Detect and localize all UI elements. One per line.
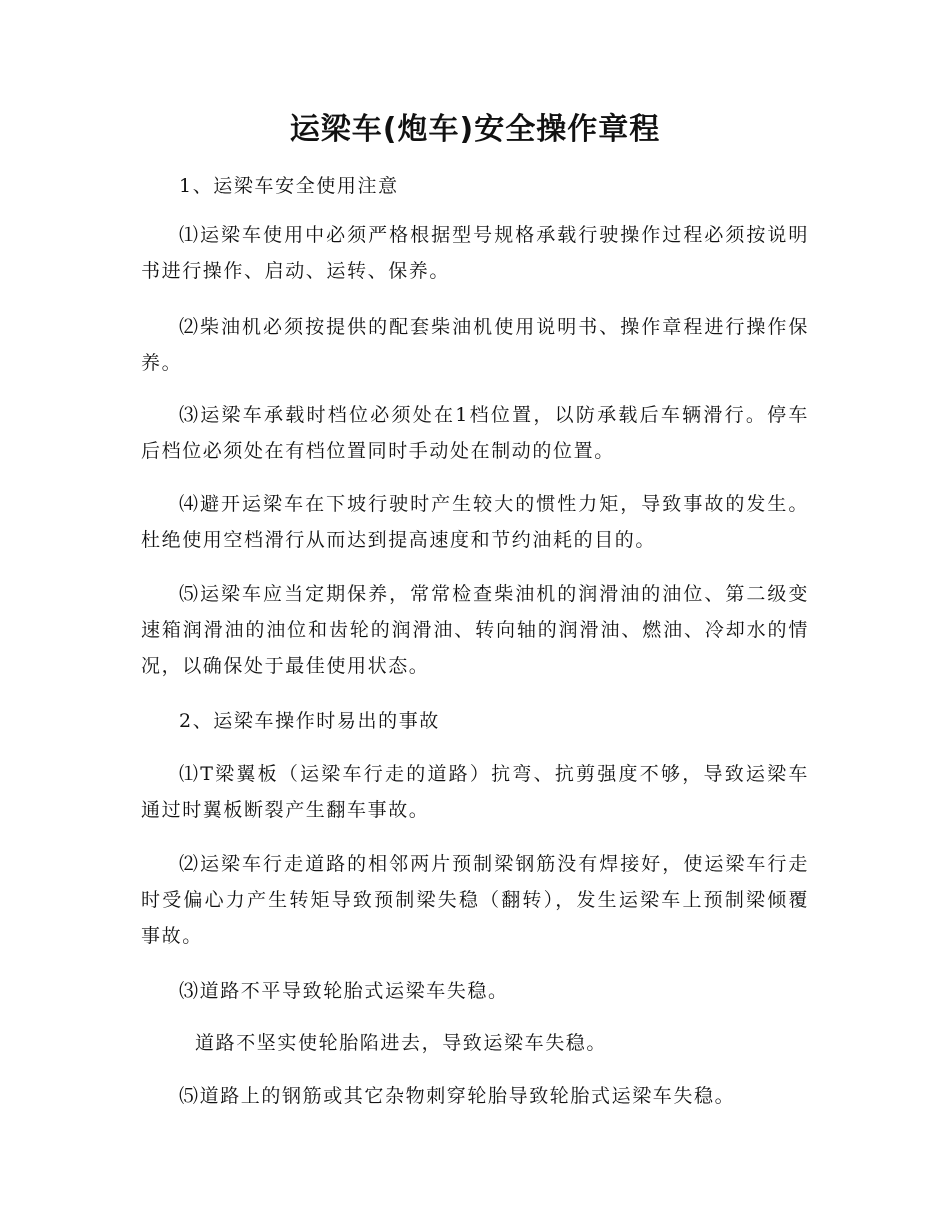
paragraph-1-1: ⑴运梁车使用中必须严格根据型号规格承载行驶操作过程必须按说明书进行操作、启动、运转、保养。 xyxy=(141,224,809,282)
document-title: 运梁车(炮车)安全操作章程 xyxy=(289,112,661,147)
paragraph-1-5: ⑸运梁车应当定期保养，常常检查柴油机的润滑油的油位、第二级变速箱润滑油的油位和齿轮的润滑油、转向轴的润滑油、燃油、冷却水的情况，以确保处于最佳使用状态。 xyxy=(141,583,809,677)
paragraph-1-3: ⑶运梁车承载时档位必须处在1档位置，以防承载后车辆滑行。停车后档位必须处在有档位置同时手动处在制动的位置。 xyxy=(141,404,809,462)
paragraph-2-2: ⑵运梁车行走道路的相邻两片预制梁钢筋没有焊接好，使运梁车行走时受偏心力产生转矩导致预制梁失稳（翻转），发生运梁车上预制梁倾覆事故。 xyxy=(141,853,809,947)
section-heading-2: 2、运梁车操作时易出的事故 xyxy=(179,710,440,732)
paragraph-1-2: ⑵柴油机必须按提供的配套柴油机使用说明书、操作章程进行操作保养。 xyxy=(141,316,809,374)
paragraph-2-5: ⑸道路上的钢筋或其它杂物刺穿轮胎导致轮胎式运梁车失稳。 xyxy=(179,1085,736,1107)
section-heading-1: 1、运梁车安全使用注意 xyxy=(179,175,399,197)
paragraph-2-3: ⑶道路不平导致轮胎式运梁车失稳。 xyxy=(179,980,509,1002)
paragraph-2-1: ⑴T梁翼板（运梁车行走的道路）抗弯、抗剪强度不够，导致运梁车通过时翼板断裂产生翻车事故。 xyxy=(141,763,809,821)
paragraph-1-4: ⑷避开运梁车在下坡行驶时产生较大的惯性力矩，导致事故的发生。杜绝使用空档滑行从而达到提高速度和节约油耗的目的。 xyxy=(141,493,809,551)
paragraph-2-4: 道路不坚实使轮胎陷进去，导致运梁车失稳。 xyxy=(195,1032,608,1054)
